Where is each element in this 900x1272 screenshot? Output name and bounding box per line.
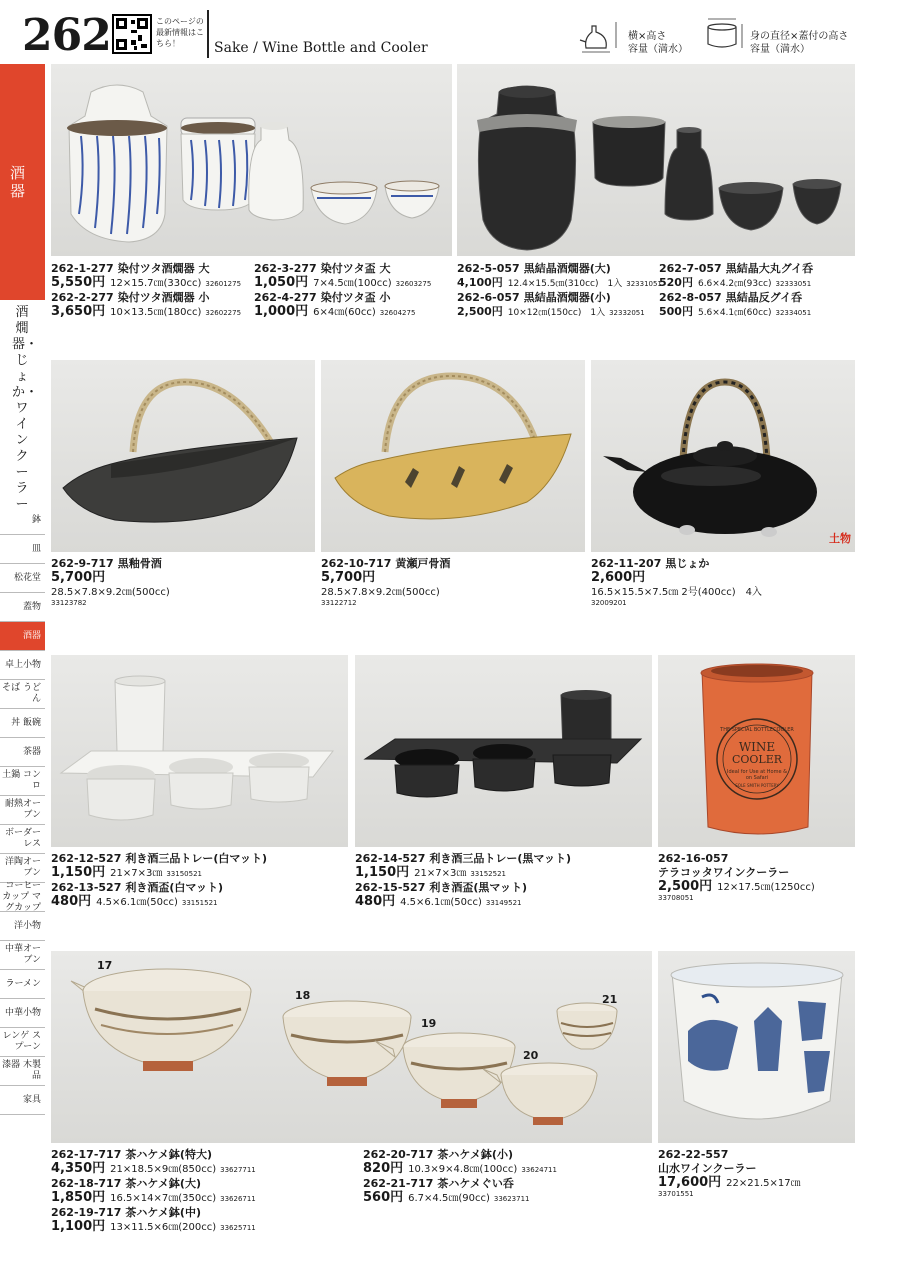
- item-number-21: 21: [602, 993, 618, 1006]
- product-name: 利き酒三品トレー(黒マット): [429, 852, 571, 865]
- product-price-line-1: [51, 276, 241, 291]
- product-spec: 13×11.5×6㎝(200cc): [110, 1222, 217, 1233]
- product-price-line-18: [51, 1191, 256, 1206]
- product-price: 1,050円: [254, 275, 309, 290]
- qr-code[interactable]: [112, 14, 152, 54]
- product-caption-3: [254, 262, 390, 275]
- product-caption-8: [659, 291, 802, 304]
- product-jan: 33626711: [220, 1195, 256, 1203]
- nav-item-lidded[interactable]: 蓋物: [0, 593, 45, 622]
- tsuta-pitcher-small: [181, 118, 255, 210]
- product-price: 5,700円: [321, 570, 376, 585]
- product-caption-18: [51, 1177, 201, 1190]
- category-label: 酒器: [10, 164, 26, 200]
- product-code: 262-22-557: [658, 1148, 729, 1161]
- qr-dot: [138, 35, 142, 41]
- product-jan: 33150521: [166, 870, 202, 878]
- hakeme-bowl-17: [71, 969, 251, 1071]
- product-price: 2,500円: [457, 305, 503, 318]
- product-caption-20: [363, 1148, 513, 1161]
- product-price: 1,150円: [51, 865, 106, 880]
- nav-item-western-goods[interactable]: 洋小物: [0, 912, 45, 941]
- product-jan: 33627711: [220, 1166, 256, 1174]
- product-name-22: [658, 1162, 756, 1175]
- product-code: 262-14-527: [355, 852, 426, 865]
- nav-item-furniture[interactable]: 家具: [0, 1086, 45, 1115]
- product-code: 262-9-717: [51, 557, 114, 570]
- tsuta-set-illustration: [51, 64, 452, 256]
- product-caption-17: [51, 1148, 212, 1161]
- kiseto-kotsuzake-illustration: [321, 360, 585, 552]
- page-number: 262: [22, 10, 111, 61]
- product-price: 5,550円: [51, 275, 106, 290]
- qr-finder: [116, 39, 127, 50]
- product-price-line-12: [51, 866, 202, 881]
- product-price-line-7: [659, 276, 811, 291]
- product-spec: 12×17.5㎝(1250cc): [717, 882, 815, 893]
- product-price: 4,100円: [457, 276, 503, 289]
- nav-item-chinese-goods[interactable]: 中華小物: [0, 999, 45, 1028]
- black-crystal-cup-flared: [793, 179, 841, 224]
- product-price-9: [51, 571, 110, 584]
- product-price-line-22: [658, 1176, 801, 1199]
- nav-item-shokado[interactable]: 松花堂: [0, 564, 45, 593]
- nav-item-bowl[interactable]: 鉢: [0, 506, 45, 535]
- product-spec: 21×7×3㎝: [110, 868, 163, 879]
- product-price-line-19: [51, 1220, 256, 1235]
- cooler-label-arc: THE SPECIAL BOTTLECOOLER: [720, 727, 794, 733]
- product-code: 262-20-717: [363, 1148, 434, 1161]
- product-code: 262-17-717: [51, 1148, 122, 1161]
- tsuta-pitcher-large: [67, 85, 167, 242]
- product-name: 黒結晶酒燗器(大): [523, 262, 611, 275]
- nav-item-renge-spoon[interactable]: レンゲ スプーン: [0, 1028, 45, 1057]
- product-jan: 32603275: [395, 280, 432, 288]
- product-jan: 33625711: [220, 1224, 256, 1232]
- product-price: 1,850円: [51, 1190, 106, 1205]
- product-price: 5,700円: [51, 570, 106, 585]
- product-spec: 21×7×3㎝: [414, 868, 467, 879]
- black-kotsuzake-illustration: [51, 360, 315, 552]
- product-price: 1,150円: [355, 865, 410, 880]
- item-number-20: 20: [523, 1049, 539, 1062]
- white-tasting-tray-illustration: [51, 655, 348, 847]
- product-caption-13: [51, 881, 223, 894]
- product-price-11: [591, 571, 650, 584]
- product-price-line-8: [659, 305, 811, 320]
- photo-tsuta-set[interactable]: [51, 64, 452, 256]
- product-spec: 6×4㎝(60cc): [313, 307, 376, 318]
- product-name: 茶ハケメ鉢(特大): [125, 1148, 212, 1161]
- product-price: 820円: [363, 1161, 404, 1176]
- product-price: 1,000円: [254, 304, 309, 319]
- black-crystal-warmer-large: [477, 86, 577, 250]
- product-price: 560円: [363, 1190, 404, 1205]
- product-name: テラコッタワインクーラー: [658, 866, 790, 879]
- cooler-label-cooler: COOLER: [731, 753, 783, 766]
- product-code: 262-18-717: [51, 1177, 122, 1190]
- product-code: 262-15-527: [355, 881, 426, 894]
- product-code: 262-6-057: [457, 291, 520, 304]
- black-crystal-cup-round: [719, 182, 783, 230]
- photo-black-tasting-tray[interactable]: [355, 655, 652, 847]
- product-spec: 12.4×15.5㎝(310cc) 1入: [507, 279, 623, 289]
- hakeme-bowl-18: [283, 1001, 411, 1086]
- product-jan: 32602275: [205, 309, 242, 317]
- product-code: 262-3-277: [254, 262, 317, 275]
- cooler-label-tagline: Ideal for Use at Home & on Safari: [726, 769, 788, 781]
- product-jan: 33624711: [521, 1166, 557, 1174]
- product-code: 262-1-277: [51, 262, 114, 275]
- product-spec: 12×15.7㎝(330cc): [110, 278, 202, 289]
- product-price-line-3: [254, 276, 431, 291]
- product-price-line-20: [363, 1162, 557, 1177]
- earthenware-badge: 土物: [829, 532, 851, 545]
- category-nav: [0, 506, 45, 1115]
- product-name: 利き酒盃(黒マット): [429, 881, 527, 894]
- product-name: 黒結晶酒燗器(小): [523, 291, 611, 304]
- photo-terracotta-cooler[interactable]: [658, 655, 855, 847]
- product-price-line-4: [254, 305, 415, 320]
- cooler-legend-icon: [702, 16, 748, 56]
- product-code: 262-7-057: [659, 262, 722, 275]
- qr-dot: [131, 20, 135, 24]
- cooler-label-maker: SOLE SMITH POTTERY: [735, 783, 779, 788]
- tsuta-cup-large: [311, 182, 377, 224]
- photo-hakeme-bowls[interactable]: [51, 951, 652, 1143]
- product-name: 茶ハケメ鉢(小): [437, 1148, 513, 1161]
- product-spec: 28.5×7.8×9.2㎝(500cc): [51, 587, 170, 598]
- black-tasting-tray-illustration: [355, 655, 652, 847]
- product-jan: 32009201: [591, 599, 627, 607]
- product-code: 262-19-717: [51, 1206, 122, 1219]
- product-name: 茶ハケメぐい呑: [437, 1177, 514, 1190]
- nav-item-western-oven[interactable]: 洋陶オーブン: [0, 854, 45, 883]
- product-spec: 16.5×14×7㎝(350cc): [110, 1193, 217, 1204]
- product-jan: 32331051: [626, 280, 662, 288]
- product-spec: 16.5×15.5×7.5㎝ 2号(400cc) 4入: [591, 587, 762, 598]
- product-jan: 32334051: [775, 309, 812, 317]
- product-jan: 32333051: [775, 280, 812, 288]
- product-spec: 6.7×4.5㎝(90cc): [408, 1193, 490, 1204]
- black-crystal-set-illustration: [457, 64, 855, 256]
- bottle-legend-icon: [578, 16, 624, 56]
- product-jan: 33152521: [470, 870, 506, 878]
- nav-item-coffee-mug[interactable]: コーヒーカップ マグカップ: [0, 883, 45, 912]
- product-caption-7: [659, 262, 813, 275]
- bottle-legend-text: 横×高さ 容量（満水）: [628, 31, 688, 55]
- nav-item-heat-resistant[interactable]: 耐熱オーブン: [0, 796, 45, 825]
- product-caption-6: [457, 291, 611, 304]
- product-name: 利き酒盃(白マット): [125, 881, 223, 894]
- product-code: 262-16-057: [658, 852, 729, 865]
- nav-item-tea-ware[interactable]: 茶器: [0, 738, 45, 767]
- qr-dot: [131, 30, 137, 33]
- product-spec: 22×21.5×17㎝: [726, 1178, 801, 1189]
- black-crystal-warmer-small: [593, 116, 665, 186]
- nav-item-lacquerware[interactable]: 漆器 木製品: [0, 1057, 45, 1086]
- product-caption-11: [591, 557, 709, 570]
- product-name: 染付ツタ盃 小: [320, 291, 391, 304]
- photo-black-crystal-set[interactable]: [457, 64, 855, 256]
- category-tab-sake-ware[interactable]: [0, 64, 45, 300]
- product-name: 染付ツタ酒燗器 小: [117, 291, 210, 304]
- product-caption-21: [363, 1177, 514, 1190]
- cooler-legend-text: 身の直径×蓋付の高さ 容量（満水）: [750, 31, 849, 55]
- product-spec: 5.6×4.1㎝(60cc): [697, 308, 772, 318]
- product-name: 黒釉骨酒: [117, 557, 162, 570]
- qr-dot: [141, 44, 147, 48]
- product-code: 262-10-717: [321, 557, 392, 570]
- product-spec-11: [591, 585, 762, 608]
- plain-white-bottle: [249, 122, 303, 220]
- nav-item-ramen[interactable]: ラーメン: [0, 970, 45, 999]
- product-caption-2: [51, 291, 209, 304]
- product-name: 茶ハケメ鉢(中): [125, 1206, 201, 1219]
- photo-black-kotsuzake[interactable]: [51, 360, 315, 552]
- product-name-16: [658, 866, 789, 879]
- product-price: 3,650円: [51, 304, 106, 319]
- photo-black-joka[interactable]: [591, 360, 855, 552]
- nav-item-table-goods[interactable]: 卓上小物: [0, 651, 45, 680]
- product-code: 262-2-277: [51, 291, 114, 304]
- product-caption-10: [321, 557, 450, 570]
- product-spec-10: [321, 585, 440, 608]
- product-price: 500円: [659, 305, 693, 318]
- product-code: 262-5-057: [457, 262, 520, 275]
- product-jan: 33708051: [658, 894, 694, 902]
- product-price-10: [321, 571, 380, 584]
- cooler-label-wine: WINE: [738, 740, 776, 754]
- product-price-line-21: [363, 1191, 530, 1206]
- qr-note: このページの最新情報はこちら！: [156, 17, 204, 48]
- product-price: 4,350円: [51, 1161, 106, 1176]
- qr-finder: [116, 18, 127, 29]
- product-caption-22: [658, 1148, 732, 1161]
- product-code: 262-4-277: [254, 291, 317, 304]
- black-crystal-bottle: [665, 127, 713, 220]
- product-spec: 28.5×7.8×9.2㎝(500cc): [321, 587, 440, 598]
- subcategory-label: 酒燗器・じょか・ワインクーラー: [12, 305, 39, 512]
- item-number-19: 19: [421, 1017, 437, 1030]
- product-price: 480円: [355, 894, 396, 909]
- hakeme-bowls-illustration: [51, 951, 652, 1143]
- product-price-line-2: [51, 305, 241, 320]
- hakeme-cup-21: [557, 1003, 617, 1049]
- product-jan: 33623711: [493, 1195, 530, 1203]
- product-price-line-17: [51, 1162, 256, 1177]
- product-jan: 32332051: [609, 309, 645, 317]
- nav-item-chinese-oven[interactable]: 中華オーブン: [0, 941, 45, 970]
- product-name: 黄瀬戸骨酒: [395, 557, 451, 570]
- product-price-line-14: [355, 866, 506, 881]
- product-price: 17,600円: [658, 1175, 722, 1190]
- product-price: 520円: [659, 276, 693, 289]
- product-name: 染付ツタ盃 大: [320, 262, 391, 275]
- tsuta-cup-small: [385, 181, 439, 218]
- product-jan: 33122712: [321, 599, 357, 607]
- product-price-line-13: [51, 895, 218, 910]
- product-caption-16: [658, 852, 732, 865]
- product-code: 262-11-207: [591, 557, 662, 570]
- product-name: 茶ハケメ鉢(大): [125, 1177, 201, 1190]
- qr-dot: [131, 40, 136, 45]
- product-price: 480円: [51, 894, 92, 909]
- product-price-line-15: [355, 895, 522, 910]
- qr-finder: [137, 18, 148, 29]
- product-spec: 10×13.5㎝(180cc): [110, 307, 202, 318]
- product-name: 染付ツタ酒燗器 大: [117, 262, 210, 275]
- product-price-line-5: [457, 276, 662, 291]
- product-spec: 10.3×9×4.8㎝(100cc): [408, 1164, 518, 1175]
- product-caption-12: [51, 852, 267, 865]
- product-code: 262-13-527: [51, 881, 122, 894]
- product-jan: 32601275: [205, 280, 242, 288]
- qr-dot: [134, 46, 137, 50]
- product-jan: 33149521: [485, 899, 522, 907]
- nav-item-donabe[interactable]: 土鍋 コンロ: [0, 767, 45, 796]
- product-jan: 32604275: [379, 309, 416, 317]
- product-spec: 6.6×4.2㎝(93cc): [697, 279, 772, 289]
- product-code: 262-21-717: [363, 1177, 434, 1190]
- page-title: Sake / Wine Bottle and Cooler: [214, 40, 428, 56]
- photo-sansui-cooler[interactable]: [658, 951, 855, 1143]
- product-caption-5: [457, 262, 611, 275]
- product-price-line-16: [658, 880, 815, 903]
- product-code: 262-12-527: [51, 852, 122, 865]
- header-divider: [207, 10, 209, 58]
- product-name: 山水ワインクーラー: [658, 1162, 757, 1175]
- product-code: 262-8-057: [659, 291, 722, 304]
- nav-item-soba-udon[interactable]: そば うどん: [0, 680, 45, 709]
- product-caption-14: [355, 852, 571, 865]
- nav-item-sake-ware[interactable]: 酒器: [0, 622, 45, 651]
- product-name: 利き酒三品トレー(白マット): [125, 852, 267, 865]
- nav-item-plate[interactable]: 皿: [0, 535, 45, 564]
- product-caption-1: [51, 262, 209, 275]
- item-number-18: 18: [295, 989, 311, 1002]
- black-joka-illustration: [591, 360, 855, 552]
- product-price-line-6: [457, 305, 645, 320]
- product-jan: 33151521: [181, 899, 218, 907]
- product-price: 2,500円: [658, 879, 713, 894]
- product-name: 黒結晶反グイ呑: [725, 291, 803, 304]
- product-caption-19: [51, 1206, 201, 1219]
- product-caption-4: [254, 291, 390, 304]
- item-number-17: 17: [97, 959, 113, 972]
- product-spec: 7×4.5㎝(100cc): [313, 278, 392, 289]
- photo-kiseto-kotsuzake[interactable]: [321, 360, 585, 552]
- product-spec: 4.5×6.1㎝(50cc): [400, 897, 482, 908]
- product-spec: 21×18.5×9㎝(850cc): [110, 1164, 217, 1175]
- photo-white-tasting-tray[interactable]: [51, 655, 348, 847]
- product-jan: 33701551: [658, 1190, 694, 1198]
- product-spec: 10×12㎝(150cc) 1入: [507, 308, 606, 318]
- product-spec-9: [51, 585, 170, 608]
- sansui-cooler-illustration: [658, 951, 855, 1143]
- nav-item-borderless[interactable]: ボーダーレス: [0, 825, 45, 854]
- product-name: 黒結晶大丸グイ呑: [725, 262, 814, 275]
- product-price: 1,100円: [51, 1219, 106, 1234]
- nav-item-donburi[interactable]: 丼 飯碗: [0, 709, 45, 738]
- product-price: 2,600円: [591, 570, 646, 585]
- product-caption-15: [355, 881, 527, 894]
- product-spec: 4.5×6.1㎝(50cc): [96, 897, 178, 908]
- product-caption-9: [51, 557, 162, 570]
- product-name: 黒じょか: [665, 557, 710, 570]
- product-jan: 33123782: [51, 599, 87, 607]
